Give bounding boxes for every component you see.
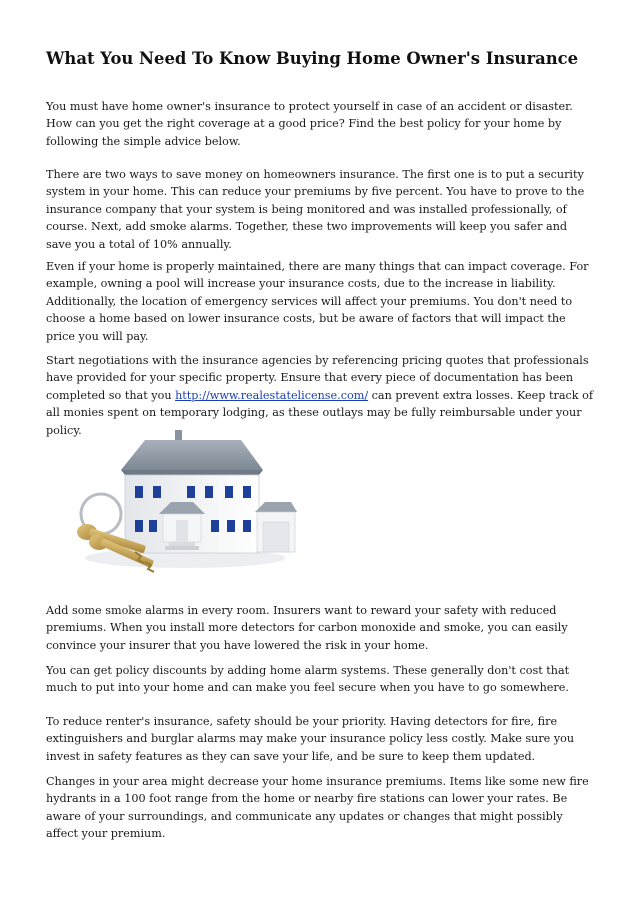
paragraph-alarm-systems: You can get policy discounts by adding home alarm systems. These generally don't cost that much to put into your home and can make you feel secure when you have to go somewhere. bbox=[46, 664, 570, 695]
realestatelicense-link[interactable]: http://www.realestatelicense.com/ bbox=[175, 388, 369, 402]
paragraph-intro: You must have home owner's insurance to protect yourself in case of an accident or disaster. How can you get the right coverage at a good price? Find the best policy for your home by following the simple advice below. bbox=[46, 100, 573, 148]
house-and-keys-image bbox=[65, 428, 301, 578]
house-model-icon bbox=[121, 430, 297, 553]
paragraph-area-changes: Changes in your area might decrease your home insurance premiums. Items like some new fire hydrants in a 100 foot range from the home or nearby fire stations can lower your rates. Be aware of your surroundings, and communicate any updates or changes that might possibly affect your premium. bbox=[46, 775, 589, 841]
paragraph-coverage-factors: Even if your home is properly maintained, there are many things that can impact coverage. For example, owning a pool will increase your insurance costs, due to the increase in liability. Additionally, the location of emergency services will affect your premiums. You don't need to choose a home based on lower insurance costs, but be aware of factors that will impact the price you will pay. bbox=[46, 260, 589, 343]
paragraph-renters-insurance: To reduce renter's insurance, safety should be your priority. Having detectors for fire, fire extinguishers and burglar alarms may make your insurance policy less costly. Make sure you invest in safety features as they can save your life, and be sure to keep them updated. bbox=[46, 715, 575, 763]
paragraph-negotiations bbox=[46, 352, 594, 439]
page-title: What You Need To Know Buying Home Owner's Insurance bbox=[46, 49, 579, 68]
paragraph-negotiations-text-end: can prevent extra losses. Keep track of all monies spent on temporary lodging, as these outlays may be fully reimbursable under your policy. bbox=[46, 388, 593, 437]
paragraph-security-system: There are two ways to save money on homeowners insurance. The first one is to put a security system in your home. This can reduce your premiums by five percent. You have to prove to the insurance company that your system is being monitored and was installed professionally, of course. Next, add smoke alarms. Together, these two improvements will keep you safer and save you a total of 10% annually. bbox=[46, 168, 585, 251]
paragraph-negotiations-text-start: Start negotiations with the insurance agencies by referencing pricing quotes that professionals have provided for your specific property. Ensure that every piece of documentation has been completed so that you bbox=[46, 354, 589, 402]
paragraph-smoke-alarms: Add some smoke alarms in every room. Insurers want to reward your safety with reduced premiums. When you install more detectors for carbon monoxide and smoke, you can easily convince your insurer that you have lowered the risk in your home. bbox=[46, 604, 568, 652]
